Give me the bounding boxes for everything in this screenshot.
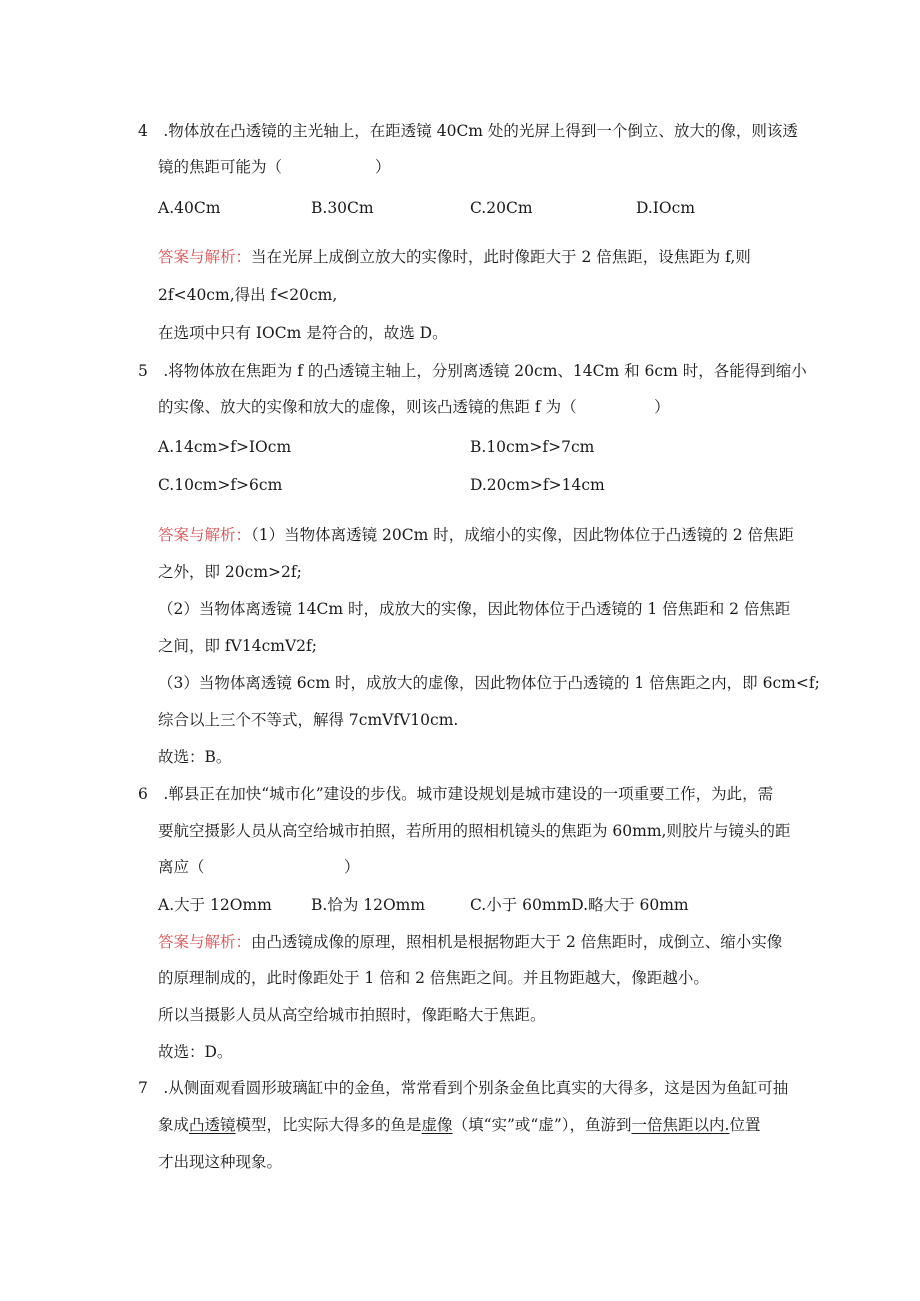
q5-answer-line-5: （3）当物体离透镜 6cm 时，成放大的虚像，因此物体位于凸透镜的 1 倍焦距之内，即 6cm<f; xyxy=(158,674,820,692)
q7-line-3: 才出现这种现象。 xyxy=(158,1153,283,1171)
q4-answer-text: 当在光屏上成倒立放大的实像时，此时像距大于 2 倍焦距，设焦距为 f,则 xyxy=(251,248,751,266)
q4-option-c: C.20Cm xyxy=(470,199,533,217)
q7-line-2 xyxy=(158,1114,760,1136)
q7-text-d: 位置 xyxy=(729,1116,761,1134)
q5-option-b: B.10cm>f>7cm xyxy=(470,438,595,456)
q6-line-1: 6 .郸县正在加快“城市化”建设的步伐。城市建设规划是城市建设的一项重要工作，为此，需 xyxy=(138,785,774,803)
q7-text-b: 模型，比实际大得多的鱼是 xyxy=(235,1116,422,1134)
q5-answer-line-1 xyxy=(158,524,794,546)
q4-option-a: A.40Cm xyxy=(158,199,221,217)
q7-blank-1: 凸透镜 xyxy=(189,1116,236,1134)
q7-blank-3: 一倍焦距以内. xyxy=(631,1116,730,1134)
q6-answer-text: 由凸透镜成像的原理，照相机是根据物距大于 2 倍焦距时，成倒立、缩小实像 xyxy=(251,933,783,951)
q5-answer-text: （1）当物体离透镜 20Cm 时，成缩小的实像，因此物体位于凸透镜的 2 倍焦距 xyxy=(251,526,794,544)
q5-line-2: 的实像、放大的实像和放大的虚像，则该凸透镜的焦距 f 为（ ） xyxy=(158,398,670,416)
q5-answer-line-3: （2）当物体离透镜 14Cm 时，成放大的实像，因此物体位于凸透镜的 1 倍焦距和 2 倍焦距 xyxy=(158,600,791,618)
q5-answer-line-7: 故选：B。 xyxy=(158,748,232,766)
q6-line-3: 离应（ ） xyxy=(158,858,360,876)
q7-blank-2: 虚像 xyxy=(421,1116,453,1134)
q6-answer-line-1 xyxy=(158,931,782,953)
q5-option-d: D.20cm>f>14cm xyxy=(470,476,605,494)
q5-line-1: 5 .将物体放在焦距为 f 的凸透镜主轴上，分别离透镜 20cm、14Cm 和 6cm 时，各能得到缩小 xyxy=(138,362,807,380)
q5-answer-line-2: 之外，即 20cm>2f; xyxy=(158,563,302,581)
q5-option-a: A.14cm>f>IOcm xyxy=(158,438,292,456)
q6-line-2: 要航空摄影人员从高空给城市拍照，若所用的照相机镜头的焦距为 60mm,则胶片与镜头的距 xyxy=(158,822,791,840)
q6-answer-line-3: 所以当摄影人员从高空给城市拍照时，像距略大于焦距。 xyxy=(158,1006,546,1024)
q4-answer-line-1 xyxy=(158,246,751,268)
q4-answer-line-2: 2f<40cm,得出 f<20cm, xyxy=(158,286,338,304)
q7-text-c: （填“实”或“虚”），鱼游到 xyxy=(452,1116,632,1134)
q4-line-2: 镜的焦距可能为（ ） xyxy=(158,158,391,176)
q5-answer-line-6: 综合以上三个不等式，解得 7cmVfV10cm. xyxy=(158,711,459,729)
q4-line-1: 4 .物体放在凸透镜的主光轴上，在距透镜 40Cm 处的光屏上得到一个倒立、放大的像，则该透 xyxy=(138,122,798,140)
q4-answer-line-3: 在选项中只有 IOCm 是符合的，故选 D。 xyxy=(158,324,448,342)
q6-option-a: A.大于 12Omm xyxy=(158,896,272,914)
q7-text-a: 象成 xyxy=(158,1116,190,1134)
answer-label: 答案与解析： xyxy=(158,248,252,266)
q7-line-1: 7 .从侧面观看圆形玻璃缸中的金鱼，常常看到个别条金鱼比真实的大得多，这是因为鱼缸可抽 xyxy=(138,1079,789,1097)
q6-answer-line-4: 故选：D。 xyxy=(158,1043,233,1061)
q5-answer-line-4: 之间，即 fV14cmV2f; xyxy=(158,637,317,655)
answer-label: 答案与解析： xyxy=(158,933,252,951)
q4-option-b: B.30Cm xyxy=(311,199,374,217)
q6-option-b: B.恰为 12Omm xyxy=(311,896,426,914)
q5-option-c: C.10cm>f>6cm xyxy=(158,476,283,494)
answer-label: 答案与解析： xyxy=(158,526,252,544)
q6-option-cd: C.小于 60mmD.略大于 60mm xyxy=(470,896,689,914)
q4-option-d: D.IOcm xyxy=(636,199,696,217)
q6-answer-line-2: 的原理制成的，此时像距处于 1 倍和 2 倍焦距之间。并且物距越大，像距越小。 xyxy=(158,969,709,987)
